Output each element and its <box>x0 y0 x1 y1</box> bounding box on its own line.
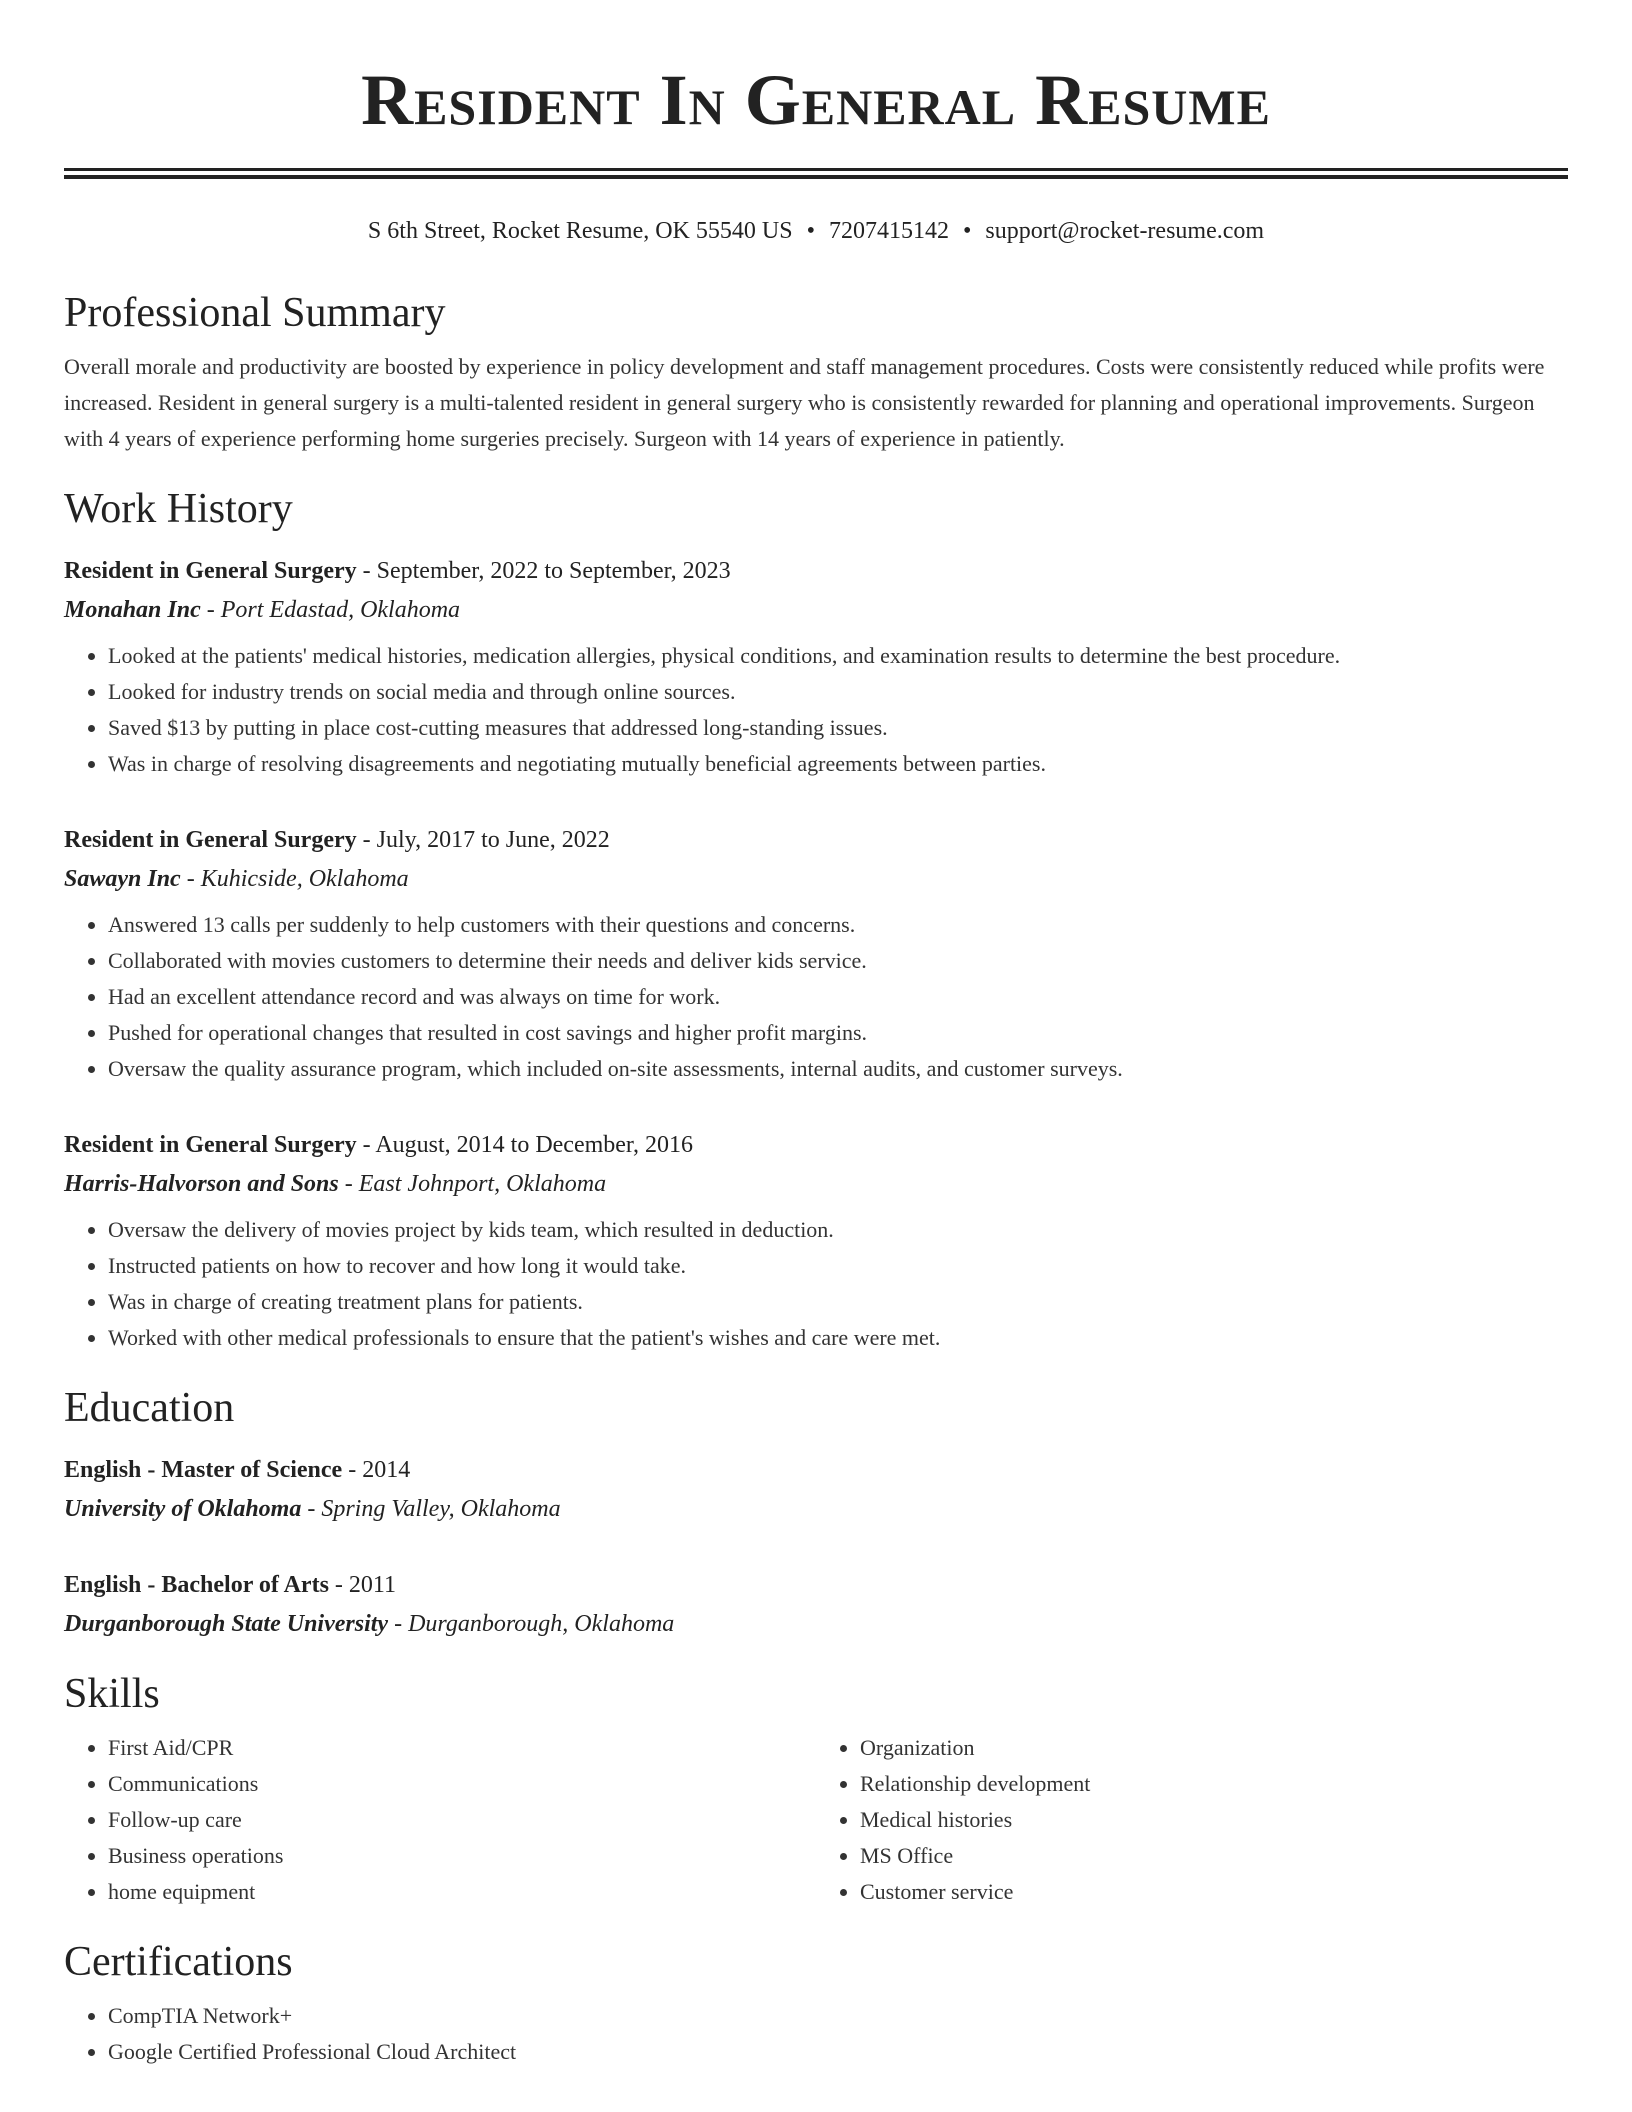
job-location: Kuhicside, Oklahoma <box>200 866 409 892</box>
education-heading: Education <box>64 1385 235 1431</box>
job-company: Harris-Halvorson and Sons <box>64 1171 339 1197</box>
job-title-line: Resident in General Surgery - July, 2017 to June, 2022 <box>64 827 610 853</box>
work-history-heading: Work History <box>64 486 293 532</box>
list-item: • Was in charge of resolving disagreements and negotiating mutually beneficial agreements between parties. <box>108 746 1568 782</box>
school-line: Durganborough State University - Durganborough, Oklahoma <box>64 1611 675 1637</box>
summary-text: Overall morale and productivity are boosted by experience in policy development and staff management procedures. Costs were consistently reduced while profits were increased. Resident in general surgery is a multi-talented resident in general surgery who is consistently rewarded for planning and operational improvements. Surgeon with 4 years of experience performing home surgeries precisely. Surgeon with 14 years of experience in patiently. <box>64 354 1545 451</box>
job-title: Resident in General Surgery <box>64 827 357 853</box>
job-company: Monahan Inc <box>64 597 201 623</box>
list-item: • Oversaw the delivery of movies project by kids team, which resulted in deduction. <box>108 1212 1568 1248</box>
job-bullets <box>64 1212 1568 1356</box>
degree: English - Bachelor of Arts <box>64 1572 329 1598</box>
skill-item: • Business operations <box>108 1838 816 1874</box>
list-item: • Worked with other medical professionals to ensure that the patient's wishes and care were met. <box>108 1320 1568 1356</box>
school-name: University of Oklahoma <box>64 1496 302 1522</box>
skill-item: • Customer service <box>860 1874 1568 1910</box>
list-item: • Pushed for operational changes that resulted in cost savings and higher profit margins. <box>108 1015 1568 1051</box>
school-line: University of Oklahoma - Spring Valley, Oklahoma <box>64 1496 561 1522</box>
list-item: • Looked at the patients' medical histories, medication allergies, physical conditions, and examination results to determine the best procedure. <box>108 638 1568 674</box>
list-item: • Saved $13 by putting in place cost-cutting measures that addressed long-standing issues. <box>108 710 1568 746</box>
job-entry <box>64 1127 1568 1356</box>
degree-year: 2011 <box>348 1572 397 1598</box>
school-location: Durganborough, Oklahoma <box>408 1611 675 1637</box>
job-title-line: Resident in General Surgery - August, 2014 to December, 2016 <box>64 1132 693 1158</box>
list-item: • Had an excellent attendance record and was always on time for work. <box>108 979 1568 1015</box>
skill-item: • Medical histories <box>860 1802 1568 1838</box>
job-company-line: Sawayn Inc - Kuhicside, Oklahoma <box>64 866 409 892</box>
school-location: Spring Valley, Oklahoma <box>321 1496 561 1522</box>
job-location: Port Edastad, Oklahoma <box>220 597 461 623</box>
list-item: • Oversaw the quality assurance program, which included on-site assessments, internal audits, and customer surveys. <box>108 1051 1568 1087</box>
contact-email[interactable]: support@rocket-resume.com <box>985 218 1265 244</box>
job-dates: July, 2017 to June, 2022 <box>376 827 610 853</box>
school-name: Durganborough State University <box>64 1611 389 1637</box>
skill-item: • Communications <box>108 1766 816 1802</box>
job-dates: September, 2022 to September, 2023 <box>376 558 731 584</box>
title-divider <box>64 168 1568 179</box>
job-title-line: Resident in General Surgery - September, 2022 to September, 2023 <box>64 558 731 584</box>
summary-heading: Professional Summary <box>64 290 446 336</box>
job-dates: August, 2014 to December, 2016 <box>375 1132 693 1158</box>
skill-item: • home equipment <box>108 1874 816 1910</box>
skill-item: • Organization <box>860 1730 1568 1766</box>
certification-item: • CompTIA Network+ <box>108 1998 1568 2034</box>
contact-line <box>64 215 1568 247</box>
contact-separator: • <box>962 218 972 244</box>
certifications-heading: Certifications <box>64 1939 293 1985</box>
degree-year: 2014 <box>362 1457 411 1483</box>
education-entry <box>64 1567 1568 1642</box>
contact-separator: • <box>806 218 815 244</box>
list-item: • Collaborated with movies customers to determine their needs and deliver kids service. <box>108 943 1568 979</box>
list-item: • Instructed patients on how to recover and how long it would take. <box>108 1248 1568 1284</box>
job-title: Resident in General Surgery <box>64 558 357 584</box>
degree-line: English - Master of Science - 2014 <box>64 1457 411 1483</box>
list-item: • Looked for industry trends on social media and through online sources. <box>108 674 1568 710</box>
job-company-line: Monahan Inc - Port Edastad, Oklahoma <box>64 597 461 623</box>
job-entry <box>64 553 1568 782</box>
education-entry <box>64 1452 1568 1527</box>
resume-title: Resident In General Resume <box>361 60 1271 140</box>
job-entry <box>64 822 1568 1087</box>
contact-phone: 7207415142 <box>828 218 949 244</box>
skills-heading: Skills <box>64 1671 160 1717</box>
skills-column-left <box>64 1730 816 1910</box>
certifications-list <box>64 1998 1568 2070</box>
job-bullets <box>64 907 1568 1087</box>
skills-grid <box>64 1730 1568 1910</box>
list-item: • Was in charge of creating treatment plans for patients. <box>108 1284 1568 1320</box>
contact-address: S 6th Street, Rocket Resume, OK 55540 US <box>367 218 793 244</box>
job-location: East Johnport, Oklahoma <box>358 1171 607 1197</box>
skill-item: • Relationship development <box>860 1766 1568 1802</box>
skill-item: • Follow-up care <box>108 1802 816 1838</box>
job-bullets <box>64 638 1568 782</box>
degree-line: English - Bachelor of Arts - 2011 <box>64 1572 397 1598</box>
skills-column-right <box>816 1730 1568 1910</box>
job-company: Sawayn Inc <box>64 866 181 892</box>
degree: English - Master of Science <box>64 1457 343 1483</box>
skill-item: • First Aid/CPR <box>108 1730 816 1766</box>
job-title: Resident in General Surgery <box>64 1132 357 1158</box>
job-company-line: Harris-Halvorson and Sons - East Johnport, Oklahoma <box>64 1171 607 1197</box>
certification-item: • Google Certified Professional Cloud Architect <box>108 2034 1568 2070</box>
list-item: • Answered 13 calls per suddenly to help customers with their questions and concerns. <box>108 907 1568 943</box>
skill-item: • MS Office <box>860 1838 1568 1874</box>
